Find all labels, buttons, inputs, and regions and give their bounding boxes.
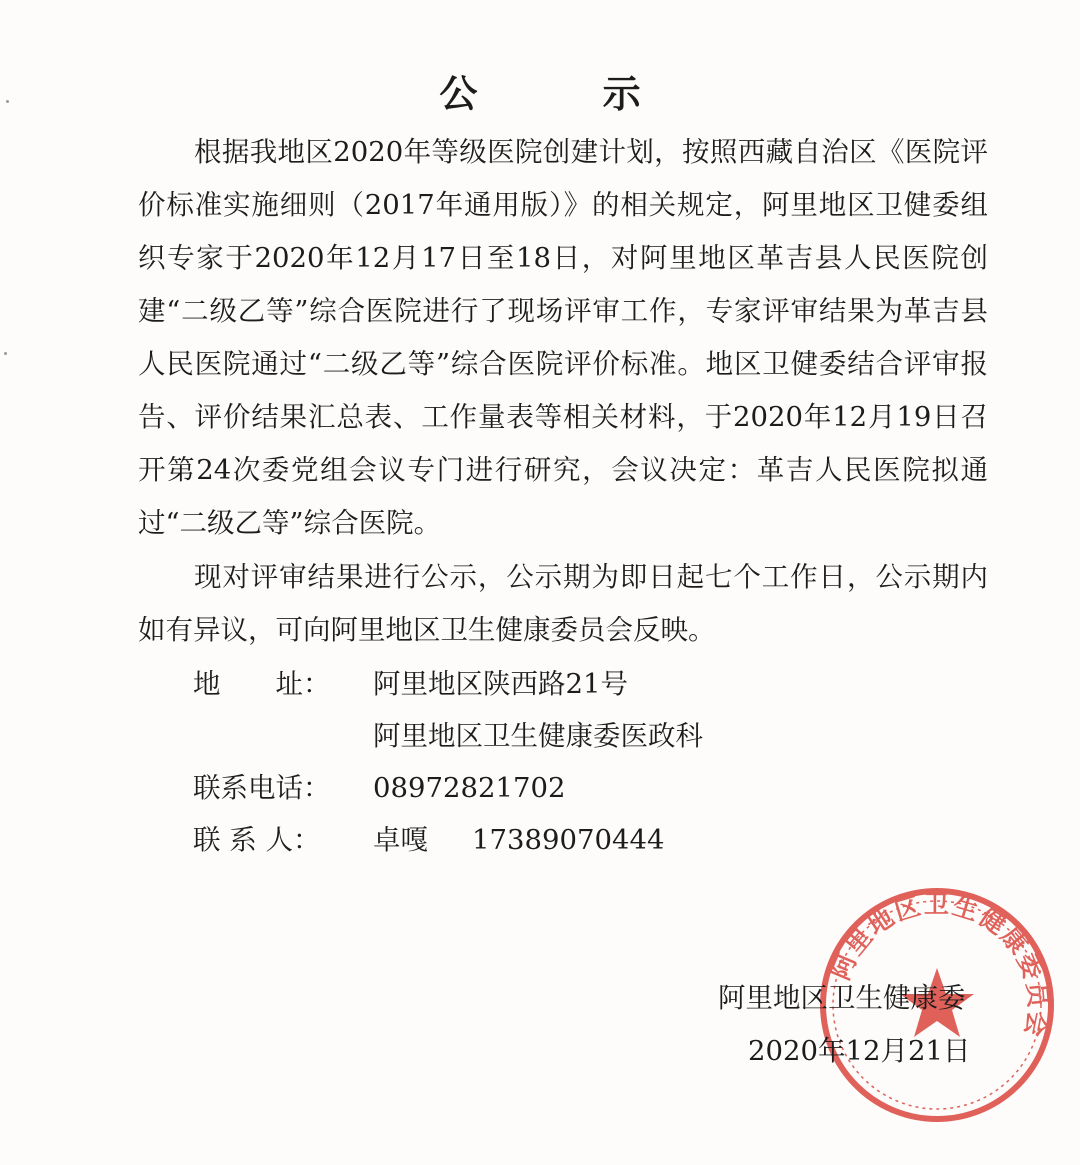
address-label: 地 址： [193, 668, 331, 700]
contact-person-row [193, 814, 664, 867]
signature-organization: 阿里地区卫生健康委 [718, 982, 966, 1014]
scan-speck [6, 100, 9, 103]
address-row [193, 658, 628, 711]
address-line-2: 阿里地区卫生健康委医政科 [373, 720, 703, 752]
body-paragraph-1: 根据我地区2020年等级医院创建计划，按照西藏自治区《医院评价标准实施细则（2017年通用版）》的相关规定，阿里地区卫健委组织专家于2020年12月17日至18日，对阿里地区革吉县人民医院创建“二级乙等”综合医院进行了现场评审工作，专家评审结果为革吉县人民医院通过“二级乙等”综合医院评价标准。地区卫健委结合评审报告、评价结果汇总表、工作量表等相关材料，于2020年12月19日召开第24次委党组会议专门进行研究，会议决定：革吉人民医院拟通过“二级乙等”综合医院。 [138, 136, 988, 539]
body-paragraph-2: 现对评审结果进行公示，公示期为即日起七个工作日，公示期内如有异议，可向阿里地区卫生健康委员会反映。 [138, 561, 988, 646]
svg-text:阿里地区卫生健康委员会: 阿里地区卫生健康委员会 [825, 889, 1053, 1041]
phone-label: 联系电话： [193, 772, 331, 804]
contact-person-phone: 17389070444 [472, 824, 665, 856]
contact-person-label: 联 系 人： [193, 824, 321, 856]
contact-person-name: 卓嘎 [373, 824, 428, 856]
notice-title: 公 示 [439, 71, 697, 116]
address-line-1: 阿里地区陕西路21号 [373, 668, 628, 700]
scan-speck [4, 352, 7, 355]
signature-date: 2020年12月21日 [748, 1035, 971, 1067]
phone-number: 08972821702 [373, 772, 566, 804]
phone-row [193, 762, 565, 815]
address-row-2 [193, 710, 703, 763]
